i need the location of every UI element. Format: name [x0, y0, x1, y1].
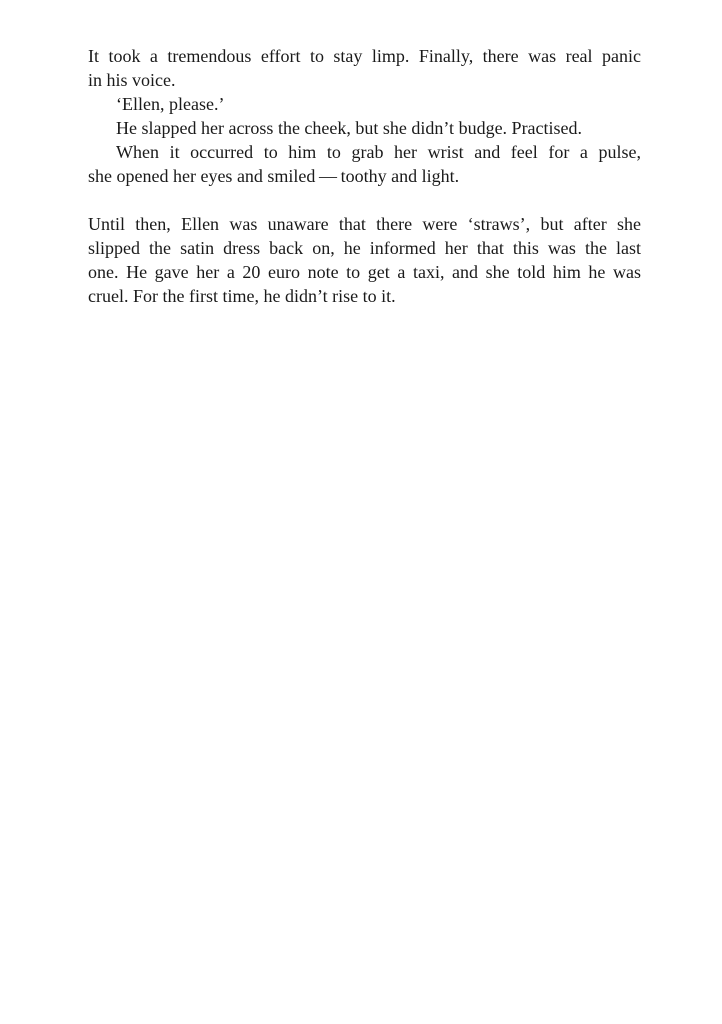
paragraph [88, 92, 641, 116]
page-text [88, 44, 641, 308]
text-line: ‘Ellen, please.’ [116, 94, 225, 114]
text-line: cruel. For the first time, he didn’t rise to it. [88, 286, 396, 306]
paragraph [88, 140, 641, 188]
text-line: in his voice. [88, 70, 176, 90]
text-line: When it occurred to him to grab her wrist and feel for a pulse, [116, 142, 641, 162]
text-line: she opened her eyes and smiled — toothy and light. [88, 166, 460, 186]
paragraph [88, 212, 641, 308]
text-line: Until then, Ellen was unaware that there were ‘straws’, but after she [88, 214, 641, 234]
text-line: It took a tremendous effort to stay limp. Finally, there was real panic [88, 46, 641, 66]
paragraph [88, 44, 641, 92]
paragraph [88, 116, 641, 140]
text-line: one. He gave her a 20 euro note to get a taxi, and she told him he was [88, 262, 641, 282]
text-line: He slapped her across the cheek, but she didn’t budge. Practised. [116, 118, 583, 138]
text-line: slipped the satin dress back on, he informed her that this was the last [88, 238, 641, 258]
